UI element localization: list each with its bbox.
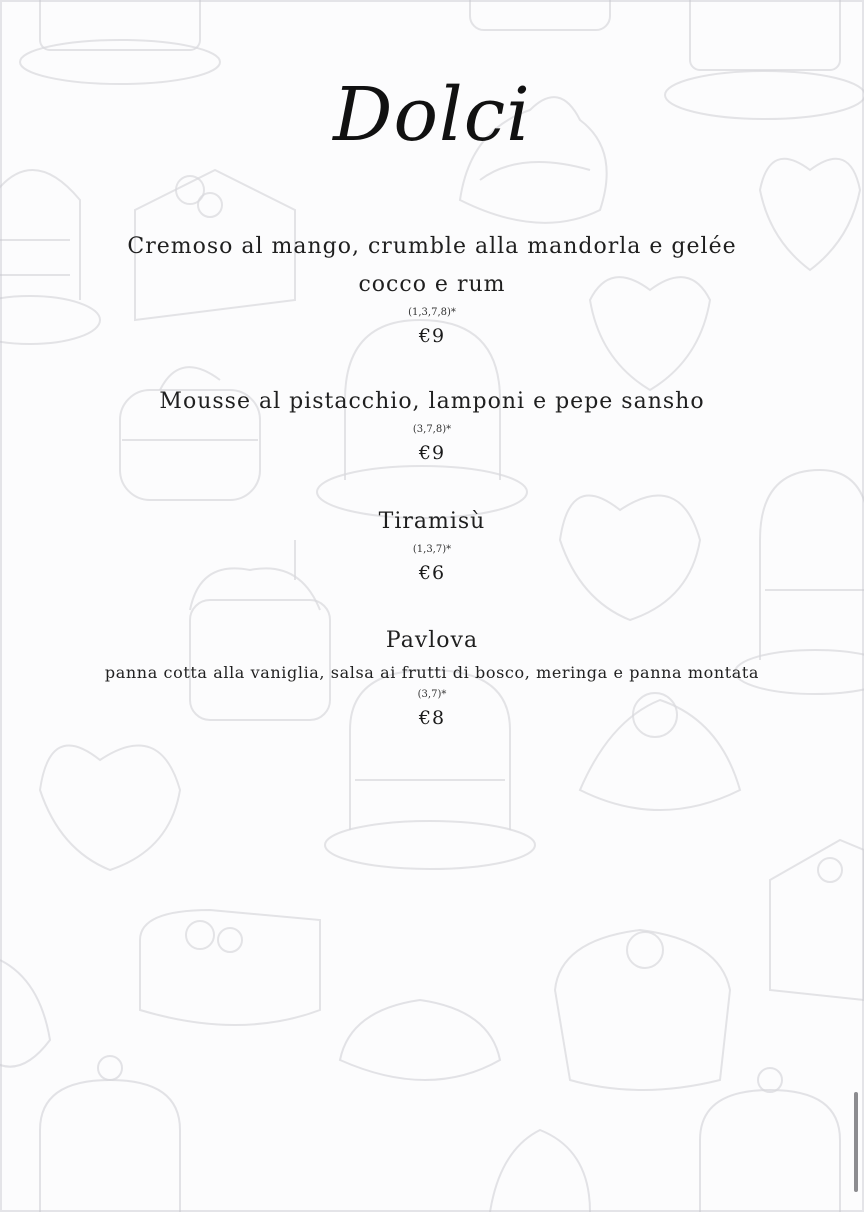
dessert-price: €9 [418, 325, 446, 347]
menu-item [100, 383, 764, 467]
dessert-description: panna cotta alla vaniglia, salsa ai frutti di bosco, meringa e panna montata [104, 663, 760, 682]
menu-item [100, 228, 764, 350]
dessert-name: Pavlova [385, 628, 479, 653]
dessert-name: Mousse al pistacchio, lamponi e pepe sansho [159, 389, 705, 414]
dessert-price: €6 [418, 562, 446, 584]
dessert-price: €9 [418, 442, 446, 464]
dessert-name: Cremoso al mango, crumble alla mandorla e gelée cocco e rum [127, 234, 737, 297]
page-title: Dolci [333, 72, 531, 158]
allergen-codes: (1,3,7,8)* [408, 307, 456, 318]
dessert-price: €8 [418, 707, 446, 729]
menu-item [90, 622, 774, 732]
allergen-codes: (3,7)* [417, 689, 447, 700]
allergen-codes: (1,3,7)* [412, 544, 452, 555]
menu-item [100, 503, 764, 587]
scroll-indicator[interactable] [854, 1092, 858, 1192]
allergen-codes: (3,7,8)* [412, 424, 452, 435]
dessert-name: Tiramisù [378, 509, 486, 534]
